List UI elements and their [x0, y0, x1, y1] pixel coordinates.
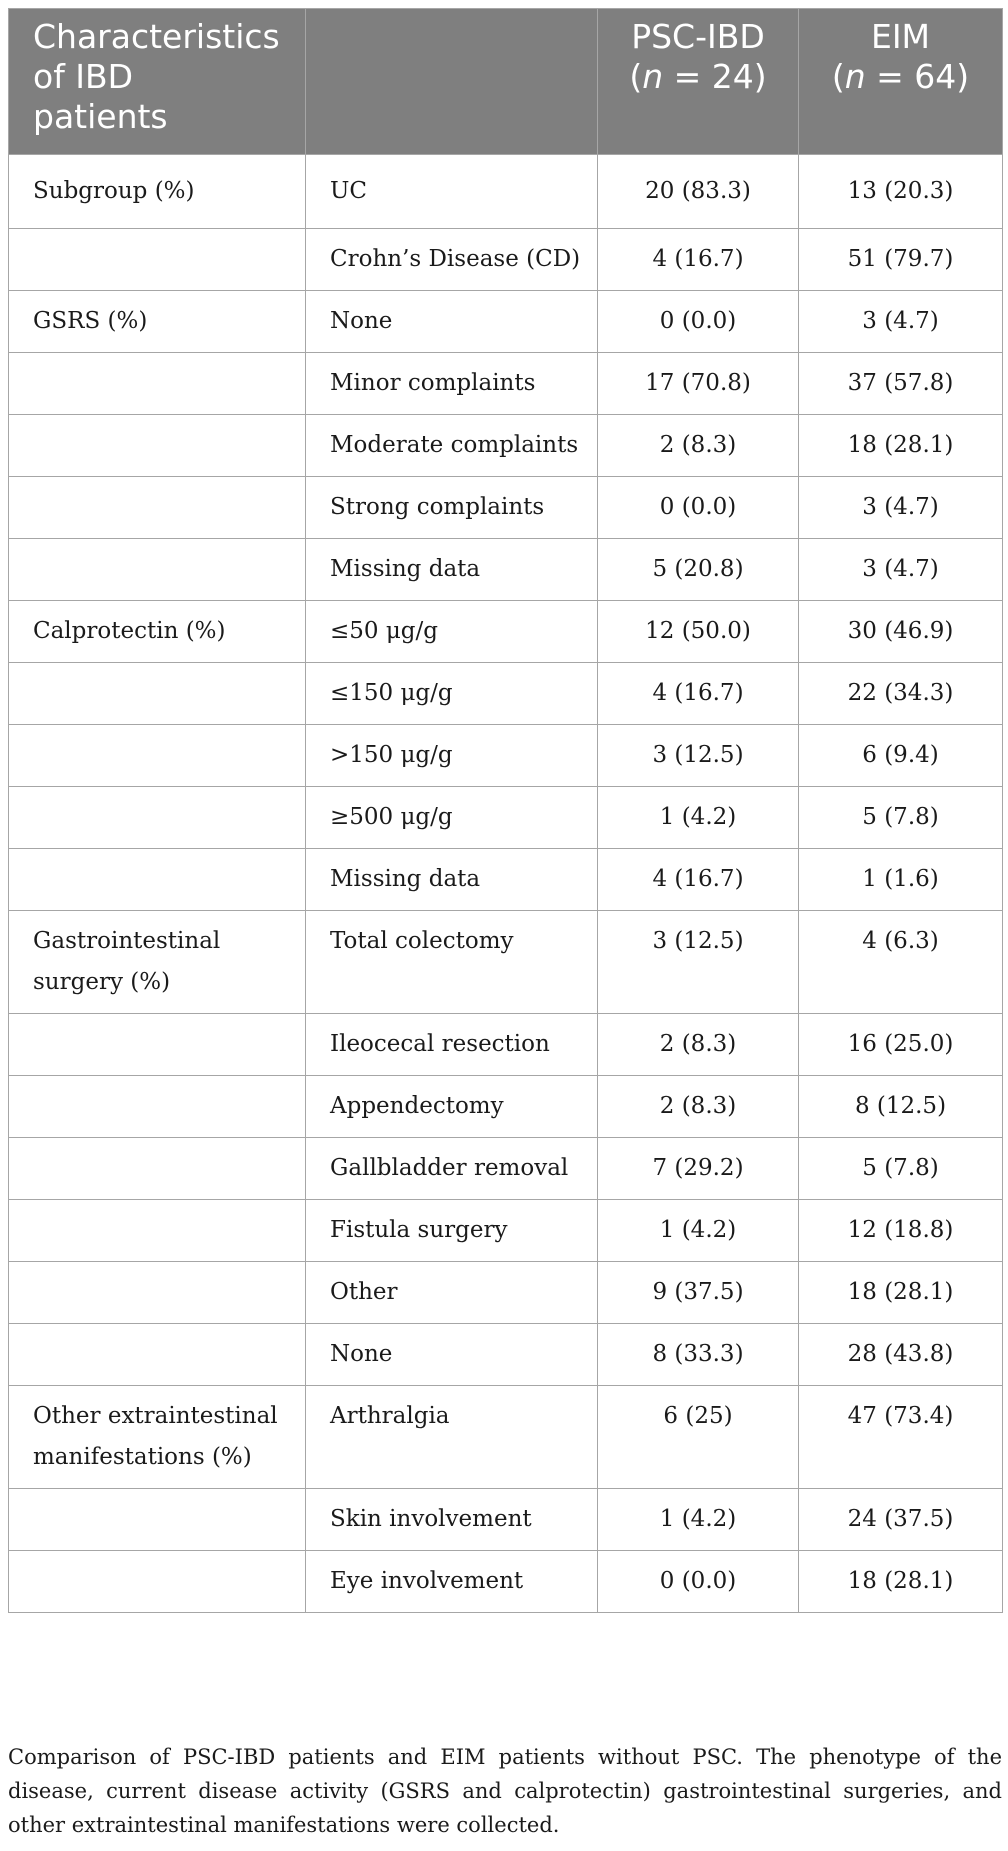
table-row [9, 849, 1003, 911]
cell-category [9, 1014, 306, 1076]
cell-item: ≤50 μg/g [306, 601, 598, 663]
cell-category [9, 353, 306, 415]
table-row [9, 353, 1003, 415]
cell-eim: 3 (4.7) [799, 477, 1003, 539]
cell-psc-ibd: 20 (83.3) [598, 155, 799, 229]
table-body [9, 155, 1003, 1613]
table-row [9, 155, 1003, 229]
cell-eim: 24 (37.5) [799, 1489, 1003, 1551]
table-row [9, 663, 1003, 725]
cell-psc-ibd: 1 (4.2) [598, 1200, 799, 1262]
cell-item: Skin involvement [306, 1489, 598, 1551]
cell-psc-ibd: 0 (0.0) [598, 1551, 799, 1613]
cell-psc-ibd: 3 (12.5) [598, 911, 799, 1014]
cell-category [9, 539, 306, 601]
cell-item: Other [306, 1262, 598, 1324]
cell-psc-ibd: 12 (50.0) [598, 601, 799, 663]
cell-eim: 18 (28.1) [799, 415, 1003, 477]
cell-psc-ibd: 1 (4.2) [598, 787, 799, 849]
cell-category [9, 1138, 306, 1200]
cell-category [9, 415, 306, 477]
cell-category [9, 849, 306, 911]
cell-item: Appendectomy [306, 1076, 598, 1138]
characteristics-table [8, 8, 1003, 1613]
header-eim: EIM (n = 64) [799, 9, 1003, 155]
cell-item: Arthralgia [306, 1386, 598, 1489]
table-row [9, 477, 1003, 539]
cell-eim: 22 (34.3) [799, 663, 1003, 725]
cell-category: Gastrointestinal surgery (%) [9, 911, 306, 1014]
cell-item: Crohn’s Disease (CD) [306, 229, 598, 291]
cell-eim: 30 (46.9) [799, 601, 1003, 663]
cell-category [9, 1489, 306, 1551]
cell-category [9, 1324, 306, 1386]
cell-psc-ibd: 0 (0.0) [598, 291, 799, 353]
cell-eim: 1 (1.6) [799, 849, 1003, 911]
cell-eim: 51 (79.7) [799, 229, 1003, 291]
table-row [9, 1262, 1003, 1324]
cell-eim: 8 (12.5) [799, 1076, 1003, 1138]
table-row [9, 1138, 1003, 1200]
cell-eim: 47 (73.4) [799, 1386, 1003, 1489]
cell-psc-ibd: 0 (0.0) [598, 477, 799, 539]
header-psc-ibd: PSC-IBD (n = 24) [598, 9, 799, 155]
cell-item: Missing data [306, 539, 598, 601]
cell-category [9, 787, 306, 849]
cell-psc-ibd: 9 (37.5) [598, 1262, 799, 1324]
cell-item: Minor complaints [306, 353, 598, 415]
characteristics-table-container [8, 8, 1002, 1613]
cell-eim: 16 (25.0) [799, 1014, 1003, 1076]
cell-category [9, 725, 306, 787]
cell-category: Subgroup (%) [9, 155, 306, 229]
cell-psc-ibd: 8 (33.3) [598, 1324, 799, 1386]
cell-category [9, 1262, 306, 1324]
cell-category [9, 1076, 306, 1138]
cell-item: Gallbladder removal [306, 1138, 598, 1200]
cell-psc-ibd: 7 (29.2) [598, 1138, 799, 1200]
cell-item: Fistula surgery [306, 1200, 598, 1262]
cell-psc-ibd: 2 (8.3) [598, 1076, 799, 1138]
table-caption: Comparison of PSC-IBD patients and EIM patients without PSC. The phenotype of the disease, current disease activity (GSRS and calprotectin) gastrointestinal surgeries, and other extraintestinal manifestations were collected. [8, 1745, 1002, 1837]
cell-psc-ibd: 17 (70.8) [598, 353, 799, 415]
cell-psc-ibd: 6 (25) [598, 1386, 799, 1489]
table-row [9, 291, 1003, 353]
cell-psc-ibd: 3 (12.5) [598, 725, 799, 787]
cell-psc-ibd: 2 (8.3) [598, 1014, 799, 1076]
header-characteristics: Characteristics of IBD patients [9, 9, 306, 155]
table-row [9, 415, 1003, 477]
cell-category: Calprotectin (%) [9, 601, 306, 663]
cell-category [9, 229, 306, 291]
cell-item: Total colectomy [306, 911, 598, 1014]
table-row [9, 539, 1003, 601]
cell-eim: 12 (18.8) [799, 1200, 1003, 1262]
cell-category [9, 1551, 306, 1613]
table-header [9, 9, 1003, 155]
table-row [9, 1386, 1003, 1489]
cell-eim: 3 (4.7) [799, 539, 1003, 601]
cell-item: None [306, 1324, 598, 1386]
table-row [9, 725, 1003, 787]
cell-category: GSRS (%) [9, 291, 306, 353]
cell-psc-ibd: 2 (8.3) [598, 415, 799, 477]
cell-category [9, 1200, 306, 1262]
cell-item: >150 μg/g [306, 725, 598, 787]
cell-category: Other extraintestinal manifestations (%) [9, 1386, 306, 1489]
cell-psc-ibd: 5 (20.8) [598, 539, 799, 601]
cell-item: Missing data [306, 849, 598, 911]
cell-eim: 6 (9.4) [799, 725, 1003, 787]
table-row [9, 911, 1003, 1014]
cell-eim: 5 (7.8) [799, 1138, 1003, 1200]
header-subcategory [306, 9, 598, 155]
cell-eim: 13 (20.3) [799, 155, 1003, 229]
cell-psc-ibd: 4 (16.7) [598, 663, 799, 725]
cell-item: ≤150 μg/g [306, 663, 598, 725]
table-row [9, 1200, 1003, 1262]
table-row [9, 1324, 1003, 1386]
cell-eim: 3 (4.7) [799, 291, 1003, 353]
cell-eim: 4 (6.3) [799, 911, 1003, 1014]
table-row [9, 601, 1003, 663]
cell-item: UC [306, 155, 598, 229]
table-row [9, 1489, 1003, 1551]
cell-item: Eye involvement [306, 1551, 598, 1613]
cell-item: Strong complaints [306, 477, 598, 539]
cell-item: None [306, 291, 598, 353]
table-row [9, 229, 1003, 291]
cell-eim: 28 (43.8) [799, 1324, 1003, 1386]
cell-psc-ibd: 1 (4.2) [598, 1489, 799, 1551]
cell-item: ≥500 μg/g [306, 787, 598, 849]
cell-category [9, 663, 306, 725]
table-row [9, 1076, 1003, 1138]
table-row [9, 787, 1003, 849]
cell-psc-ibd: 4 (16.7) [598, 849, 799, 911]
table-row [9, 1014, 1003, 1076]
cell-eim: 37 (57.8) [799, 353, 1003, 415]
table-row [9, 1551, 1003, 1613]
cell-category [9, 477, 306, 539]
cell-item: Ileocecal resection [306, 1014, 598, 1076]
header-row [9, 9, 1003, 155]
cell-psc-ibd: 4 (16.7) [598, 229, 799, 291]
cell-item: Moderate complaints [306, 415, 598, 477]
cell-eim: 5 (7.8) [799, 787, 1003, 849]
cell-eim: 18 (28.1) [799, 1551, 1003, 1613]
cell-eim: 18 (28.1) [799, 1262, 1003, 1324]
